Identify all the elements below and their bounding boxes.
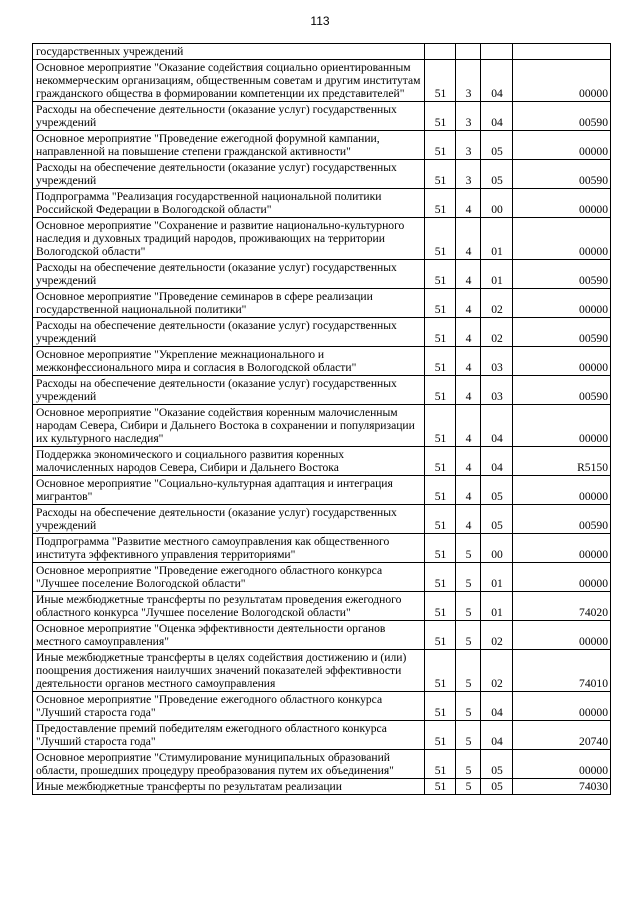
table-row: [33, 102, 611, 131]
table-row: [33, 60, 611, 102]
row-code-2-cell: 4: [456, 376, 481, 405]
row-code-3-cell: 00: [481, 534, 513, 563]
row-name-cell: Расходы на обеспечение деятельности (оказание услуг) государственных учреждений: [33, 505, 425, 534]
row-code-2-cell: 5: [456, 563, 481, 592]
row-code-3-cell: 02: [481, 650, 513, 692]
row-name-cell: государственных учреждений: [33, 44, 425, 60]
row-name-cell: Основное мероприятие "Оказание содействия социально ориентированным некоммерческим организациям, общественным советам и другим институтам гражданского общества в формировании компетенции их представителей": [33, 60, 425, 102]
row-code-1-cell: 51: [425, 347, 456, 376]
row-name-cell: Основное мероприятие "Оценка эффективности деятельности органов местного самоуправления": [33, 621, 425, 650]
table-row: [33, 476, 611, 505]
row-code-4-cell: 00000: [513, 692, 611, 721]
row-code-1-cell: 51: [425, 102, 456, 131]
row-name-cell: Расходы на обеспечение деятельности (оказание услуг) государственных учреждений: [33, 318, 425, 347]
row-code-4-cell: [513, 44, 611, 60]
row-code-4-cell: 00590: [513, 318, 611, 347]
row-name-cell: Подпрограмма "Развитие местного самоуправления как общественного института эффективного управления территориями": [33, 534, 425, 563]
row-code-1-cell: 51: [425, 779, 456, 795]
row-code-1-cell: 51: [425, 131, 456, 160]
row-code-1-cell: 51: [425, 505, 456, 534]
row-code-4-cell: 00590: [513, 102, 611, 131]
row-code-4-cell: 74030: [513, 779, 611, 795]
row-name-cell: Поддержка экономического и социального развития коренных малочисленных народов Севера, Сибири и Дальнего Востока: [33, 447, 425, 476]
table-row: [33, 131, 611, 160]
row-code-1-cell: 51: [425, 376, 456, 405]
row-code-1-cell: 51: [425, 563, 456, 592]
row-code-4-cell: 00590: [513, 505, 611, 534]
row-code-2-cell: 3: [456, 160, 481, 189]
row-code-4-cell: 00000: [513, 405, 611, 447]
row-code-3-cell: 04: [481, 60, 513, 102]
row-name-cell: Основное мероприятие "Сохранение и развитие национально-культурного наследия и духовных традиций народов, проживающих на территории Вологодской области": [33, 218, 425, 260]
row-name-cell: Основное мероприятие "Оказание содействия коренным малочисленным народам Севера, Сибири и Дальнего Востока в сохранении и популяризации их культурного наследия": [33, 405, 425, 447]
row-code-4-cell: 00000: [513, 189, 611, 218]
row-code-3-cell: 01: [481, 563, 513, 592]
row-code-1-cell: 51: [425, 621, 456, 650]
row-code-4-cell: 00000: [513, 218, 611, 260]
row-name-cell: Предоставление премий победителям ежегодного областного конкурса "Лучший староста года": [33, 721, 425, 750]
row-code-3-cell: 05: [481, 750, 513, 779]
table-row: [33, 621, 611, 650]
row-name-cell: Основное мероприятие "Стимулирование муниципальных образований области, прошедших процедуру преобразования путем их объединения": [33, 750, 425, 779]
row-code-1-cell: 51: [425, 650, 456, 692]
row-code-1-cell: 51: [425, 289, 456, 318]
row-code-2-cell: 5: [456, 692, 481, 721]
row-code-2-cell: 4: [456, 505, 481, 534]
row-code-4-cell: 00000: [513, 563, 611, 592]
row-code-4-cell: 00000: [513, 534, 611, 563]
table-row: [33, 750, 611, 779]
row-code-2-cell: 3: [456, 131, 481, 160]
row-name-cell: Основное мероприятие "Проведение ежегодной форумной кампании, направленной на повышение степени гражданской активности": [33, 131, 425, 160]
row-code-1-cell: 51: [425, 750, 456, 779]
table-row: [33, 405, 611, 447]
row-code-2-cell: 3: [456, 60, 481, 102]
row-code-1-cell: 51: [425, 60, 456, 102]
row-code-1-cell: 51: [425, 447, 456, 476]
row-code-3-cell: 05: [481, 476, 513, 505]
row-code-1-cell: 51: [425, 721, 456, 750]
row-code-3-cell: 04: [481, 721, 513, 750]
row-name-cell: Основное мероприятие "Укрепление межнационального и межконфессионального мира и согласия в Вологодской области": [33, 347, 425, 376]
row-code-2-cell: 4: [456, 318, 481, 347]
row-code-4-cell: 74010: [513, 650, 611, 692]
row-code-4-cell: 00000: [513, 60, 611, 102]
row-name-cell: Основное мероприятие "Проведение ежегодного областного конкурса "Лучший староста года": [33, 692, 425, 721]
row-code-4-cell: 74020: [513, 592, 611, 621]
table-row: [33, 505, 611, 534]
table-row: [33, 160, 611, 189]
table-row: [33, 189, 611, 218]
row-code-2-cell: 5: [456, 721, 481, 750]
row-code-4-cell: 00000: [513, 750, 611, 779]
row-code-1-cell: 51: [425, 476, 456, 505]
row-code-4-cell: 00000: [513, 476, 611, 505]
row-code-3-cell: 01: [481, 218, 513, 260]
row-code-4-cell: 00000: [513, 621, 611, 650]
row-name-cell: Расходы на обеспечение деятельности (оказание услуг) государственных учреждений: [33, 102, 425, 131]
row-code-1-cell: 51: [425, 534, 456, 563]
row-code-3-cell: 03: [481, 376, 513, 405]
row-name-cell: Расходы на обеспечение деятельности (оказание услуг) государственных учреждений: [33, 260, 425, 289]
row-code-3-cell: [481, 44, 513, 60]
row-name-cell: Иные межбюджетные трансферты по результатам проведения ежегодного областного конкурса "Лучшее поселение Вологодской области": [33, 592, 425, 621]
row-code-2-cell: 4: [456, 260, 481, 289]
row-code-3-cell: 03: [481, 347, 513, 376]
row-code-2-cell: 4: [456, 347, 481, 376]
row-code-1-cell: 51: [425, 189, 456, 218]
row-code-2-cell: 3: [456, 102, 481, 131]
budget-classification-table: [32, 43, 611, 795]
row-name-cell: Иные межбюджетные трансферты по результатам реализации: [33, 779, 425, 795]
table-row: [33, 44, 611, 60]
table-row: [33, 318, 611, 347]
row-code-1-cell: 51: [425, 405, 456, 447]
row-code-1-cell: 51: [425, 160, 456, 189]
table-row: [33, 260, 611, 289]
row-code-4-cell: 00590: [513, 376, 611, 405]
row-code-2-cell: 4: [456, 189, 481, 218]
row-code-2-cell: 5: [456, 534, 481, 563]
table-row: [33, 376, 611, 405]
row-code-2-cell: 4: [456, 405, 481, 447]
table-row: [33, 650, 611, 692]
row-code-2-cell: [456, 44, 481, 60]
table-row: [33, 692, 611, 721]
row-code-2-cell: 5: [456, 750, 481, 779]
table-row: [33, 563, 611, 592]
row-name-cell: Расходы на обеспечение деятельности (оказание услуг) государственных учреждений: [33, 376, 425, 405]
row-code-3-cell: 05: [481, 779, 513, 795]
row-code-2-cell: 5: [456, 592, 481, 621]
row-name-cell: Основное мероприятие "Проведение ежегодного областного конкурса "Лучшее поселение Вологодской области": [33, 563, 425, 592]
table-row: [33, 779, 611, 795]
row-code-2-cell: 5: [456, 779, 481, 795]
row-code-3-cell: 01: [481, 592, 513, 621]
table-row: [33, 347, 611, 376]
row-code-2-cell: 5: [456, 621, 481, 650]
row-code-4-cell: 20740: [513, 721, 611, 750]
row-code-2-cell: 4: [456, 218, 481, 260]
row-code-1-cell: 51: [425, 318, 456, 347]
row-code-2-cell: 4: [456, 289, 481, 318]
row-code-1-cell: [425, 44, 456, 60]
row-code-3-cell: 04: [481, 405, 513, 447]
page-number: 113: [310, 14, 330, 28]
row-code-3-cell: 05: [481, 160, 513, 189]
row-code-2-cell: 5: [456, 650, 481, 692]
row-code-4-cell: 00000: [513, 131, 611, 160]
row-code-4-cell: R5150: [513, 447, 611, 476]
row-code-4-cell: 00000: [513, 347, 611, 376]
table-row: [33, 289, 611, 318]
row-name-cell: Подпрограмма "Реализация государственной национальной политики Российской Федерации в Вологодской области": [33, 189, 425, 218]
table-row: [33, 592, 611, 621]
row-code-3-cell: 05: [481, 131, 513, 160]
table-row: [33, 447, 611, 476]
row-code-1-cell: 51: [425, 218, 456, 260]
row-code-3-cell: 02: [481, 318, 513, 347]
row-code-3-cell: 04: [481, 447, 513, 476]
row-code-1-cell: 51: [425, 260, 456, 289]
row-code-3-cell: 02: [481, 289, 513, 318]
row-code-2-cell: 4: [456, 447, 481, 476]
row-code-4-cell: 00000: [513, 289, 611, 318]
row-name-cell: Основное мероприятие "Проведение семинаров в сфере реализации государственной национальной политики": [33, 289, 425, 318]
table-row: [33, 534, 611, 563]
row-code-2-cell: 4: [456, 476, 481, 505]
row-code-1-cell: 51: [425, 592, 456, 621]
row-code-3-cell: 04: [481, 102, 513, 131]
row-name-cell: Расходы на обеспечение деятельности (оказание услуг) государственных учреждений: [33, 160, 425, 189]
row-name-cell: Иные межбюджетные трансферты в целях содействия достижению и (или) поощрения достижения наилучших значений показателей эффективности деятельности органов местного самоуправления: [33, 650, 425, 692]
row-name-cell: Основное мероприятие "Социально-культурная адаптация и интеграция мигрантов": [33, 476, 425, 505]
table-body: [33, 44, 611, 795]
row-code-3-cell: 04: [481, 692, 513, 721]
row-code-4-cell: 00590: [513, 260, 611, 289]
row-code-3-cell: 00: [481, 189, 513, 218]
row-code-4-cell: 00590: [513, 160, 611, 189]
row-code-3-cell: 01: [481, 260, 513, 289]
table-row: [33, 721, 611, 750]
row-code-1-cell: 51: [425, 692, 456, 721]
row-code-3-cell: 05: [481, 505, 513, 534]
table-row: [33, 218, 611, 260]
row-code-3-cell: 02: [481, 621, 513, 650]
